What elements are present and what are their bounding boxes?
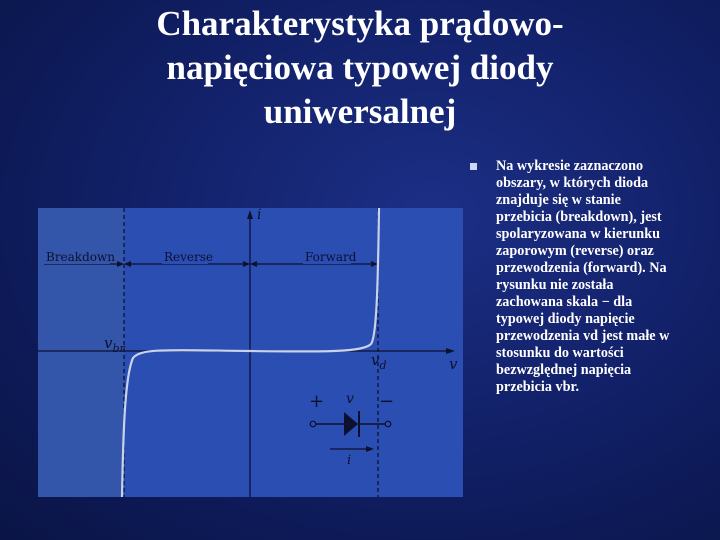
i-axis-label: i [257,208,262,223]
vd-label-sub: d [379,359,387,372]
vd-label-main: v [371,351,380,369]
v-axis-label: v [449,355,458,373]
diode-cathode-terminal [385,421,391,427]
breakdown-region-label: Breakdown [46,250,115,264]
reverse-region-label: Reverse [164,250,214,264]
diode-current-label: i [347,453,352,468]
vbr-label-main: v [104,334,113,352]
diode-iv-svg [38,208,463,497]
slide-title [70,2,650,134]
vbr-label-sub: br [112,342,125,355]
title-line-1: Charakterystyka prądowo- [156,4,564,43]
diode-plus-sign: + [309,391,325,412]
forward-region-label: Forward [305,250,357,264]
diode-anode-terminal [310,421,316,427]
title-line-2: napięciowa typowej diody [166,48,554,87]
diode-minus-sign: − [379,391,395,412]
title-line-3: uniwersalnej [263,92,457,131]
bullet-list [470,158,680,396]
diode-voltage-label: v [346,391,354,407]
bullet-square-icon [470,163,477,170]
diode-iv-characteristic-figure [38,208,463,497]
bullet-text: Na wykresie zaznaczono obszary, w których dioda znajduje się w stanie przebicia (breakdown), jest spolaryzowana w kierunku zaporowym (reverse) oraz przewodzenia (forward). Na rysunku nie została zachowana skala − dla typowej diody napięcie przewodzenia vd jest małe w stosunku do wartości bezwzględnej napięcia przebicia vbr. [496,158,670,395]
